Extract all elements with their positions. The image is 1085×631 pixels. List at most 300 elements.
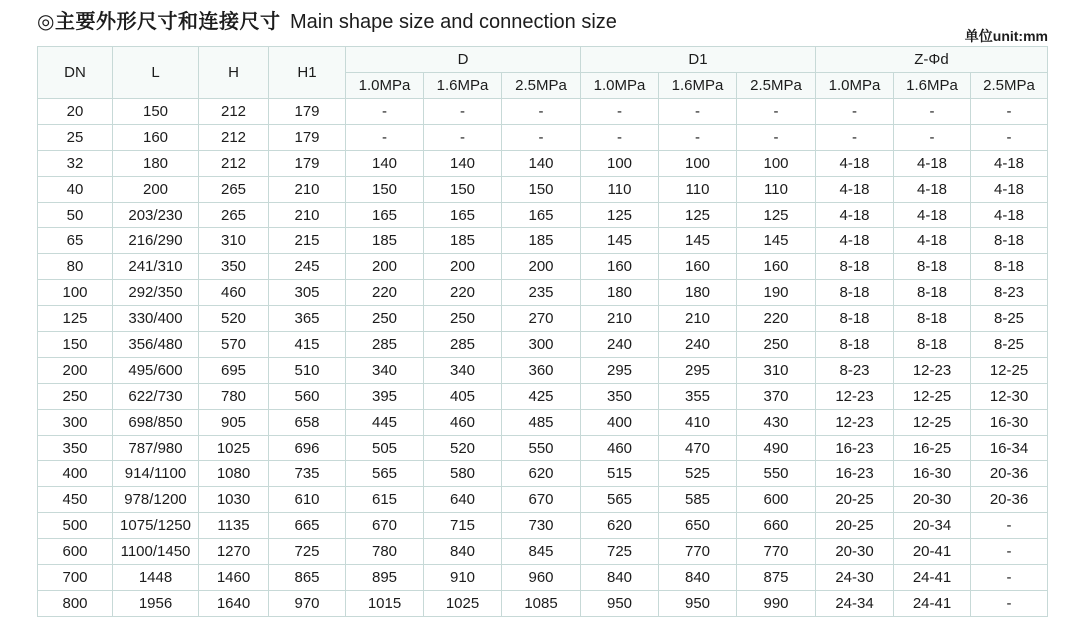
table-cell: 250	[424, 306, 502, 332]
table-cell: 145	[659, 228, 737, 254]
table-cell: 640	[424, 487, 502, 513]
table-cell: 300	[502, 332, 581, 358]
table-cell: 80	[38, 254, 113, 280]
table-cell: 600	[38, 539, 113, 565]
table-cell: 8-18	[971, 228, 1048, 254]
table-cell: 250	[38, 383, 113, 409]
table-cell: 20-34	[894, 513, 971, 539]
table-cell: 8-23	[971, 280, 1048, 306]
page-title	[37, 6, 617, 38]
table-cell: 970	[269, 590, 346, 616]
table-row	[38, 280, 1048, 306]
table-cell: -	[971, 565, 1048, 591]
table-row	[38, 254, 1048, 280]
dimension-table	[37, 46, 1048, 617]
header-row-groups	[38, 47, 1048, 73]
table-cell: 16-25	[894, 435, 971, 461]
table-cell: 450	[38, 487, 113, 513]
table-head	[38, 47, 1048, 99]
table-row	[38, 487, 1048, 513]
page-title-english: Main shape size and connection size	[290, 11, 617, 33]
table-cell: 200	[502, 254, 581, 280]
table-cell: 960	[502, 565, 581, 591]
table-cell: 20-41	[894, 539, 971, 565]
table-cell: -	[581, 124, 659, 150]
table-cell: 8-25	[971, 306, 1048, 332]
table-cell: 4-18	[816, 228, 894, 254]
table-cell: 185	[424, 228, 502, 254]
table-cell: 210	[269, 202, 346, 228]
table-cell: 215	[269, 228, 346, 254]
table-cell: 210	[581, 306, 659, 332]
table-cell: 40	[38, 176, 113, 202]
table-cell: 216/290	[113, 228, 199, 254]
table-cell: 140	[346, 150, 424, 176]
table-cell: 210	[659, 306, 737, 332]
table-cell: 16-34	[971, 435, 1048, 461]
table-cell: 840	[424, 539, 502, 565]
table-cell: 695	[199, 357, 269, 383]
table-cell: 150	[38, 332, 113, 358]
table-cell: -	[971, 513, 1048, 539]
table-cell: 615	[346, 487, 424, 513]
table-cell: 1100/1450	[113, 539, 199, 565]
table-cell: 292/350	[113, 280, 199, 306]
table-cell: 16-30	[971, 409, 1048, 435]
table-cell: -	[971, 539, 1048, 565]
table-cell: 8-18	[971, 254, 1048, 280]
table-cell: 395	[346, 383, 424, 409]
table-cell: 179	[269, 150, 346, 176]
table-cell: 110	[659, 176, 737, 202]
table-cell: 12-23	[816, 409, 894, 435]
table-cell: 990	[737, 590, 816, 616]
table-cell: 470	[659, 435, 737, 461]
table-cell: 100	[737, 150, 816, 176]
table-cell: 12-23	[816, 383, 894, 409]
table-cell: 370	[737, 383, 816, 409]
table-cell: 165	[346, 202, 424, 228]
table-cell: 620	[502, 461, 581, 487]
table-cell: 405	[424, 383, 502, 409]
table-cell: 160	[113, 124, 199, 150]
table-cell: 910	[424, 565, 502, 591]
table-cell: -	[816, 124, 894, 150]
table-cell: -	[581, 99, 659, 125]
table-cell: 460	[581, 435, 659, 461]
table-cell: -	[971, 124, 1048, 150]
table-cell: 4-18	[816, 176, 894, 202]
table-cell: 165	[424, 202, 502, 228]
table-cell: 550	[502, 435, 581, 461]
table-row	[38, 99, 1048, 125]
table-cell: 4-18	[971, 150, 1048, 176]
table-cell: -	[737, 124, 816, 150]
table-cell: 4-18	[816, 150, 894, 176]
table-cell: 780	[199, 383, 269, 409]
table-cell: 840	[581, 565, 659, 591]
table-cell: 330/400	[113, 306, 199, 332]
table-cell: -	[971, 99, 1048, 125]
table-cell: 110	[581, 176, 659, 202]
pressure-header-d-1.6: 1.6MPa	[424, 73, 502, 99]
table-cell: 212	[199, 99, 269, 125]
table-cell: 356/480	[113, 332, 199, 358]
table-cell: 665	[269, 513, 346, 539]
table-cell: 460	[199, 280, 269, 306]
table-cell: 12-25	[971, 357, 1048, 383]
table-cell: 565	[346, 461, 424, 487]
table-cell: 140	[502, 150, 581, 176]
table-cell: 145	[737, 228, 816, 254]
table-cell: -	[502, 99, 581, 125]
table-cell: 670	[502, 487, 581, 513]
table-cell: 658	[269, 409, 346, 435]
table-cell: 65	[38, 228, 113, 254]
table-cell: 787/980	[113, 435, 199, 461]
table-cell: 650	[659, 513, 737, 539]
table-cell: 8-18	[894, 332, 971, 358]
table-cell: 241/310	[113, 254, 199, 280]
table-cell: 735	[269, 461, 346, 487]
pressure-header-d-2.5: 2.5MPa	[502, 73, 581, 99]
table-cell: 12-25	[894, 409, 971, 435]
table-cell: 200	[113, 176, 199, 202]
table-cell: 505	[346, 435, 424, 461]
table-row	[38, 332, 1048, 358]
table-cell: 200	[346, 254, 424, 280]
table-cell: 430	[737, 409, 816, 435]
table-cell: 340	[424, 357, 502, 383]
table-cell: 180	[659, 280, 737, 306]
table-cell: 400	[38, 461, 113, 487]
table-cell: 510	[269, 357, 346, 383]
table-cell: 265	[199, 202, 269, 228]
table-cell: 425	[502, 383, 581, 409]
pressure-header-d1-1.0: 1.0MPa	[581, 73, 659, 99]
table-cell: 150	[113, 99, 199, 125]
table-cell: 160	[581, 254, 659, 280]
table-cell: -	[971, 590, 1048, 616]
table-cell: 770	[659, 539, 737, 565]
table-cell: 110	[737, 176, 816, 202]
column-header-dn: DN	[38, 47, 113, 99]
table-cell: 895	[346, 565, 424, 591]
table-cell: 1025	[424, 590, 502, 616]
table-cell: 16-30	[894, 461, 971, 487]
table-cell: 950	[581, 590, 659, 616]
table-cell: 125	[737, 202, 816, 228]
table-cell: 24-41	[894, 590, 971, 616]
table-cell: 875	[737, 565, 816, 591]
group-header-z-phi-d: Z-Φd	[816, 47, 1048, 73]
table-cell: 285	[346, 332, 424, 358]
table-cell: 180	[581, 280, 659, 306]
table-cell: 210	[269, 176, 346, 202]
pressure-header-d-1.0: 1.0MPa	[346, 73, 424, 99]
table-cell: 365	[269, 306, 346, 332]
table-cell: 700	[38, 565, 113, 591]
table-cell: 845	[502, 539, 581, 565]
table-cell: 914/1100	[113, 461, 199, 487]
table-cell: 4-18	[894, 176, 971, 202]
table-cell: 185	[502, 228, 581, 254]
table-cell: 840	[659, 565, 737, 591]
table-cell: 350	[38, 435, 113, 461]
table-cell: 125	[38, 306, 113, 332]
pressure-header-d1-2.5: 2.5MPa	[737, 73, 816, 99]
table-cell: 525	[659, 461, 737, 487]
table-cell: 520	[424, 435, 502, 461]
table-row	[38, 590, 1048, 616]
table-cell: 250	[737, 332, 816, 358]
table-cell: -	[659, 99, 737, 125]
table-cell: 445	[346, 409, 424, 435]
table-cell: 340	[346, 357, 424, 383]
table-cell: -	[346, 99, 424, 125]
unit-label: 单位unit:mm	[964, 28, 1048, 44]
table-cell: 24-30	[816, 565, 894, 591]
table-cell: 670	[346, 513, 424, 539]
table-cell: 235	[502, 280, 581, 306]
table-cell: 203/230	[113, 202, 199, 228]
pressure-header-z-1.0: 1.0MPa	[816, 73, 894, 99]
table-cell: 220	[737, 306, 816, 332]
table-cell: 8-18	[816, 254, 894, 280]
table-cell: 1956	[113, 590, 199, 616]
table-cell: 310	[737, 357, 816, 383]
table-cell: 400	[581, 409, 659, 435]
table-cell: 24-41	[894, 565, 971, 591]
table-cell: 1640	[199, 590, 269, 616]
table-cell: 20-30	[816, 539, 894, 565]
table-cell: 16-23	[816, 435, 894, 461]
table-cell: 295	[659, 357, 737, 383]
table-cell: 200	[424, 254, 502, 280]
table-cell: 550	[737, 461, 816, 487]
column-header-l: L	[113, 47, 199, 99]
table-cell: 495/600	[113, 357, 199, 383]
table-cell: 8-18	[816, 306, 894, 332]
table-cell: 4-18	[971, 176, 1048, 202]
table-cell: 570	[199, 332, 269, 358]
table-cell: 8-18	[816, 280, 894, 306]
table-cell: 140	[424, 150, 502, 176]
table-cell: 415	[269, 332, 346, 358]
table-cell: 580	[424, 461, 502, 487]
table-cell: 180	[113, 150, 199, 176]
table-cell: 4-18	[971, 202, 1048, 228]
table-cell: 770	[737, 539, 816, 565]
table-cell: 620	[581, 513, 659, 539]
table-cell: 1460	[199, 565, 269, 591]
table-cell: 160	[659, 254, 737, 280]
table-row	[38, 124, 1048, 150]
table-cell: 4-18	[894, 202, 971, 228]
table-cell: 125	[659, 202, 737, 228]
table-cell: 20-36	[971, 487, 1048, 513]
table-cell: 698/850	[113, 409, 199, 435]
table-cell: 515	[581, 461, 659, 487]
table-cell: 20-30	[894, 487, 971, 513]
table-cell: 145	[581, 228, 659, 254]
table-cell: 780	[346, 539, 424, 565]
pressure-header-d1-1.6: 1.6MPa	[659, 73, 737, 99]
table-cell: 8-25	[971, 332, 1048, 358]
table-cell: -	[894, 124, 971, 150]
table-cell: 865	[269, 565, 346, 591]
table-cell: 8-23	[816, 357, 894, 383]
table-row	[38, 202, 1048, 228]
table-cell: 660	[737, 513, 816, 539]
table-cell: 179	[269, 99, 346, 125]
table-cell: 250	[346, 306, 424, 332]
table-cell: 8-18	[894, 280, 971, 306]
table-cell: 285	[424, 332, 502, 358]
table-row	[38, 357, 1048, 383]
table-cell: 8-18	[894, 306, 971, 332]
table-cell: 950	[659, 590, 737, 616]
table-cell: 585	[659, 487, 737, 513]
table-cell: 179	[269, 124, 346, 150]
table-cell: 1135	[199, 513, 269, 539]
table-cell: 100	[659, 150, 737, 176]
table-cell: 8-18	[894, 254, 971, 280]
column-header-h: H	[199, 47, 269, 99]
table-cell: 150	[502, 176, 581, 202]
table-row	[38, 435, 1048, 461]
table-cell: 410	[659, 409, 737, 435]
table-cell: 1270	[199, 539, 269, 565]
table-cell: 355	[659, 383, 737, 409]
table-cell: 212	[199, 150, 269, 176]
table-cell: 1448	[113, 565, 199, 591]
table-cell: 160	[737, 254, 816, 280]
table-cell: 270	[502, 306, 581, 332]
table-row	[38, 150, 1048, 176]
table-cell: 20-36	[971, 461, 1048, 487]
table-cell: 240	[581, 332, 659, 358]
table-cell: 212	[199, 124, 269, 150]
table-cell: 165	[502, 202, 581, 228]
table-cell: 245	[269, 254, 346, 280]
table-cell: -	[659, 124, 737, 150]
pressure-header-z-2.5: 2.5MPa	[971, 73, 1048, 99]
page-title-chinese: ◎主要外形尺寸和连接尺寸	[37, 11, 281, 33]
table-row	[38, 306, 1048, 332]
table-cell: -	[816, 99, 894, 125]
table-cell: 350	[581, 383, 659, 409]
table-cell: -	[737, 99, 816, 125]
table-cell: 20	[38, 99, 113, 125]
table-body	[38, 99, 1048, 617]
table-cell: 565	[581, 487, 659, 513]
table-cell: 24-34	[816, 590, 894, 616]
table-cell: 20-25	[816, 513, 894, 539]
table-cell: 490	[737, 435, 816, 461]
table-cell: 500	[38, 513, 113, 539]
table-cell: 1075/1250	[113, 513, 199, 539]
table-cell: 1025	[199, 435, 269, 461]
table-cell: 100	[581, 150, 659, 176]
table-cell: 300	[38, 409, 113, 435]
table-cell: 600	[737, 487, 816, 513]
table-cell: 4-18	[816, 202, 894, 228]
table-cell: -	[502, 124, 581, 150]
table-cell: -	[346, 124, 424, 150]
table-cell: 485	[502, 409, 581, 435]
table-row	[38, 539, 1048, 565]
column-header-h1: H1	[269, 47, 346, 99]
table-row	[38, 228, 1048, 254]
table-cell: 190	[737, 280, 816, 306]
table-cell: 4-18	[894, 228, 971, 254]
table-cell: 715	[424, 513, 502, 539]
table-cell: 125	[581, 202, 659, 228]
table-cell: 265	[199, 176, 269, 202]
table-cell: 725	[269, 539, 346, 565]
table-cell: 305	[269, 280, 346, 306]
table-cell: 1080	[199, 461, 269, 487]
table-cell: 1085	[502, 590, 581, 616]
table-cell: 220	[424, 280, 502, 306]
table-row	[38, 383, 1048, 409]
table-cell: 978/1200	[113, 487, 199, 513]
table-cell: 185	[346, 228, 424, 254]
table-cell: 220	[346, 280, 424, 306]
table-cell: 295	[581, 357, 659, 383]
table-cell: 200	[38, 357, 113, 383]
pressure-header-z-1.6: 1.6MPa	[894, 73, 971, 99]
table-cell: 520	[199, 306, 269, 332]
table-cell: 150	[346, 176, 424, 202]
table-cell: 240	[659, 332, 737, 358]
table-cell: 12-25	[894, 383, 971, 409]
table-cell: 50	[38, 202, 113, 228]
table-cell: 730	[502, 513, 581, 539]
table-cell: 360	[502, 357, 581, 383]
table-cell: 1015	[346, 590, 424, 616]
table-cell: 12-30	[971, 383, 1048, 409]
table-row	[38, 176, 1048, 202]
table-cell: 150	[424, 176, 502, 202]
table-row	[38, 513, 1048, 539]
table-cell: 310	[199, 228, 269, 254]
table-cell: 16-23	[816, 461, 894, 487]
table-cell: 20-25	[816, 487, 894, 513]
table-row	[38, 565, 1048, 591]
table-cell: 560	[269, 383, 346, 409]
table-cell: 905	[199, 409, 269, 435]
table-cell: 610	[269, 487, 346, 513]
table-cell: 800	[38, 590, 113, 616]
table-cell: 696	[269, 435, 346, 461]
table-cell: 622/730	[113, 383, 199, 409]
table-cell: 25	[38, 124, 113, 150]
table-cell: 1030	[199, 487, 269, 513]
table-cell: 350	[199, 254, 269, 280]
table-header-area	[37, 6, 1048, 46]
table-cell: 100	[38, 280, 113, 306]
table-cell: -	[424, 99, 502, 125]
table-cell: 32	[38, 150, 113, 176]
table-cell: 4-18	[894, 150, 971, 176]
table-cell: -	[894, 99, 971, 125]
table-row	[38, 409, 1048, 435]
table-row	[38, 461, 1048, 487]
table-cell: 8-18	[816, 332, 894, 358]
table-cell: -	[424, 124, 502, 150]
